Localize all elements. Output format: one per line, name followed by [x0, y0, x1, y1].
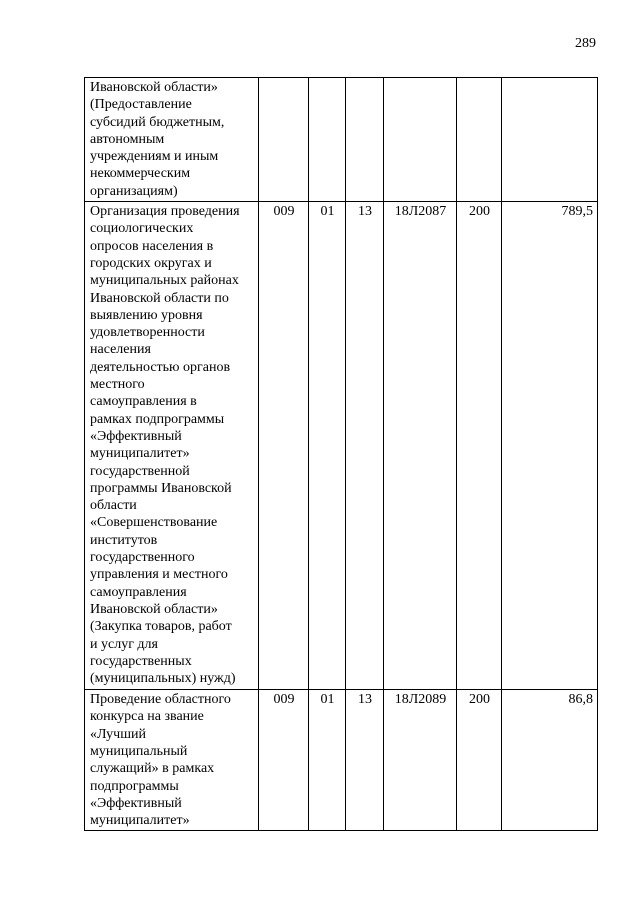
amount-cell: 789,5	[502, 202, 598, 690]
ministry-code-cell	[259, 78, 309, 202]
row-name-cell: Проведение областного конкурса на звание «Лучший муниципальный служащий» в рамках подпрограммы «Эффективный муниципалитет»	[85, 690, 259, 831]
section-cell: 01	[309, 202, 346, 690]
target-article-cell	[384, 78, 457, 202]
table-row	[85, 78, 598, 202]
table-row	[85, 690, 598, 831]
subsection-cell: 13	[346, 690, 384, 831]
expense-type-cell: 200	[457, 690, 502, 831]
budget-table	[84, 77, 598, 831]
amount-cell: 86,8	[502, 690, 598, 831]
page-number: 289	[575, 36, 596, 51]
subsection-cell	[346, 78, 384, 202]
section-cell: 01	[309, 690, 346, 831]
ministry-code-cell: 009	[259, 690, 309, 831]
row-name-cell: Организация проведения социологических опросов населения в городских округах и муниципальных районах Ивановской области по выявлению уровня удовлетворенности населения деятельностью органов местного самоуправления в рамках подпрограммы «Эффективный муниципалитет» государственной программы Ивановской области «Совершенствование институтов государственного управления и местного самоуправления Ивановской области» (Закупка товаров, работ и услуг для государственных (муниципальных) нужд)	[85, 202, 259, 690]
row-name-cell: Ивановской области» (Предоставление субсидий бюджетным, автономным учреждениям и иным некоммерческим организациям)	[85, 78, 259, 202]
expense-type-cell: 200	[457, 202, 502, 690]
target-article-cell: 18Л2087	[384, 202, 457, 690]
amount-cell	[502, 78, 598, 202]
section-cell	[309, 78, 346, 202]
subsection-cell: 13	[346, 202, 384, 690]
expense-type-cell	[457, 78, 502, 202]
ministry-code-cell: 009	[259, 202, 309, 690]
target-article-cell: 18Л2089	[384, 690, 457, 831]
table-row	[85, 202, 598, 690]
